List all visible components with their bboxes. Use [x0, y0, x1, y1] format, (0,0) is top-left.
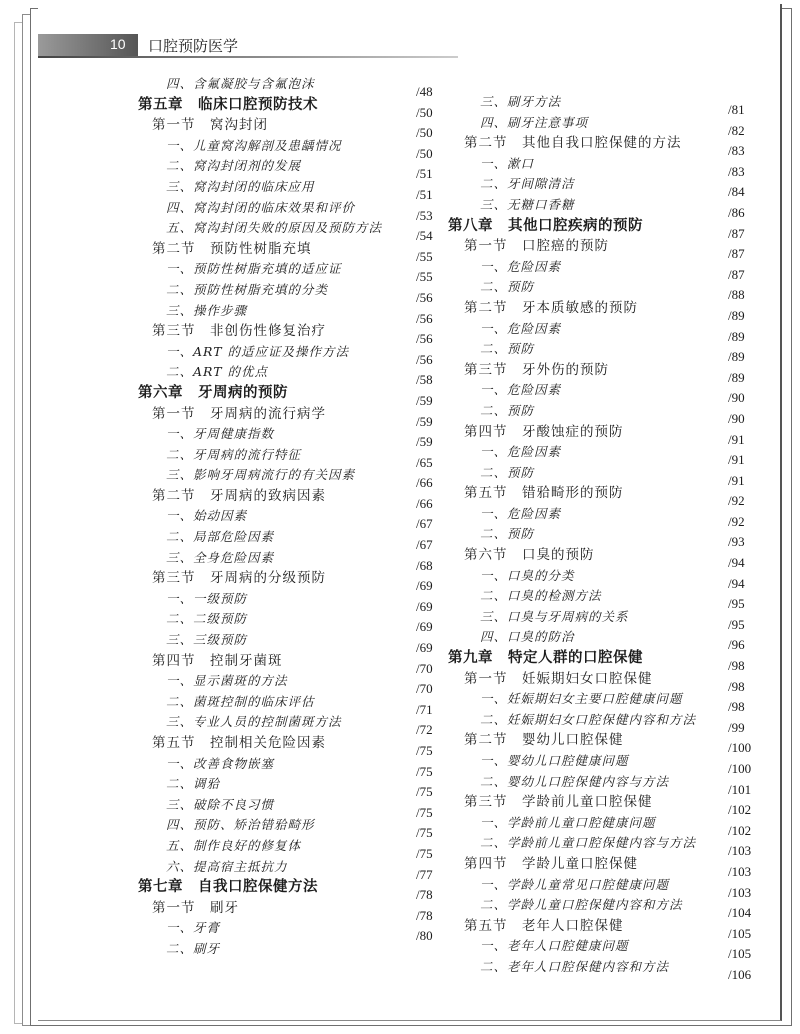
toc-entry-title: 三、操作步骤: [166, 302, 248, 318]
toc-entry-title: 二、婴幼儿口腔保健内容与方法: [480, 773, 670, 789]
toc-entry-page: /98: [728, 699, 745, 715]
toc-entry-page: /81: [728, 102, 745, 117]
toc-chapter-entry: [98, 877, 458, 903]
toc-entry-title: 二、局部危险因素: [166, 529, 275, 545]
toc-entry-page: /101: [728, 781, 752, 797]
toc-entry-title: 二、二级预防: [166, 611, 248, 627]
toc-entry-page: /69: [416, 619, 433, 635]
toc-item-entry: [98, 177, 458, 202]
toc-entry-page: /102: [728, 802, 752, 818]
toc-item-entry: [428, 380, 768, 406]
toc-entry-title: 第二节 牙本质敏感的预防: [464, 299, 638, 316]
toc-entry-title: 一、儿童窝沟解剖及患龋情况: [166, 137, 342, 153]
toc-entry-title: 四、口臭的防治: [480, 629, 575, 645]
toc-chapter-entry: [428, 648, 768, 674]
toc-entry-page: /65: [416, 454, 433, 470]
toc-entry-title: 一、显示菌斑的方法: [166, 673, 288, 689]
toc-entry-page: /94: [728, 575, 745, 591]
toc-entry-page: /91: [728, 431, 745, 447]
toc-entry-title: 二、预防: [480, 341, 535, 357]
toc-entry-title: 第八章 其他口腔疾病的预防: [448, 217, 643, 234]
toc-entry-title: 四、含氟凝胶与含氟泡沫: [166, 76, 315, 91]
toc-column-right: [428, 92, 768, 982]
toc-entry-page: /59: [416, 392, 433, 408]
toc-entry-page: /84: [728, 184, 745, 200]
toc-entry-title: 三、影响牙周病流行的有关因素: [166, 467, 356, 483]
toc-item-entry: [428, 710, 768, 735]
toc-entry-page: /72: [416, 722, 433, 738]
toc-item-entry: [98, 692, 458, 717]
toc-entry-title: 第二节 预防性树脂充填: [152, 240, 312, 257]
toc-entry-title: 一、危险因素: [480, 505, 562, 521]
running-header: [38, 34, 780, 56]
toc-entry-title: 一、预防性树脂充填的适应证: [166, 261, 342, 277]
toc-entry-page: /90: [728, 410, 745, 426]
toc-entry-page: /70: [416, 681, 433, 697]
toc-item-entry: [98, 280, 458, 305]
toc-entry-page: /58: [416, 372, 433, 388]
toc-item-entry: [98, 342, 458, 367]
toc-entry-title: 第四节 学龄儿童口腔保健: [464, 855, 638, 872]
toc-entry-page: /51: [416, 186, 433, 202]
toc-item-entry: [428, 875, 768, 900]
toc-item-entry: [98, 548, 458, 573]
toc-section-entry: [98, 486, 458, 511]
toc-entry-title: 一、始动因素: [166, 508, 248, 524]
toc-entry-title: 二、调𬌗: [166, 776, 221, 792]
toc-entry-title: 四、预防、矫治错𬌗畸形: [166, 817, 315, 833]
toc-item-entry: [98, 815, 458, 841]
toc-entry-title: 二、学龄前儿童口腔保健内容与方法: [480, 835, 697, 851]
toc-entry-page: /88: [728, 287, 745, 303]
toc-entry-page: /94: [728, 555, 745, 571]
toc-entry-title: 一、学龄前儿童口腔健康问题: [480, 814, 656, 830]
toc-item-entry: [428, 504, 768, 529]
toc-entry-title: 三、破除不良习惯: [166, 796, 275, 812]
toc-item-entry: [98, 301, 458, 326]
toc-entry-title: 三、三级预防: [166, 632, 248, 648]
toc-entry-title: 二、预防: [480, 402, 535, 418]
toc-section-entry: [98, 404, 458, 429]
toc-section-entry: [98, 898, 458, 923]
toc-item-entry: [98, 445, 458, 470]
toc-entry-title: 第二节 其他自我口腔保健的方法: [464, 135, 682, 152]
toc-entry-page: /106: [728, 966, 752, 982]
toc-item-entry: [428, 566, 768, 591]
toc-item-entry: [428, 277, 768, 303]
toc-item-entry: [428, 689, 768, 715]
toc-entry-page: /56: [416, 331, 433, 347]
toc-item-entry: [428, 813, 768, 838]
toc-entry-page: /89: [728, 349, 745, 365]
toc-item-entry: [428, 936, 768, 962]
toc-entry-page: /96: [728, 637, 745, 653]
toc-entry-page: /66: [416, 475, 433, 491]
toc-chapter-entry: [428, 216, 768, 241]
toc-section-entry: [98, 321, 458, 347]
toc-entry-page: /91: [728, 452, 745, 468]
toc-entry-title: 三、无糖口香糖: [480, 196, 575, 212]
toc-item-entry: [98, 527, 458, 553]
toc-entry-page: /66: [416, 495, 433, 511]
toc-item-entry: [428, 627, 768, 653]
toc-entry-title: 第三节 学龄前儿童口腔保健: [464, 794, 653, 811]
toc-section-entry: [428, 298, 768, 323]
toc-entry-page: /103: [728, 843, 752, 859]
toc-item-entry: [428, 154, 768, 179]
toc-entry-page: /54: [416, 228, 433, 244]
toc-entry-page: /83: [728, 143, 745, 159]
book-title: 口腔预防医学: [148, 38, 239, 55]
toc-entry-page: /86: [728, 204, 745, 220]
toc-entry-title: 一、妊娠期妇女主要口腔健康问题: [480, 691, 683, 707]
toc-item-entry: [428, 463, 768, 488]
toc-entry-title: 第二节 牙周病的致病因素: [152, 487, 326, 504]
toc-entry-title: 三、全身危险因素: [166, 549, 275, 565]
toc-entry-title: 第六章 牙周病的预防: [138, 384, 288, 401]
toc-entry-page: /75: [416, 763, 433, 779]
toc-entry-title: 第九章 特定人群的口腔保健: [448, 650, 643, 667]
toc-chapter-entry: [98, 95, 458, 120]
toc-entry-page: /92: [728, 513, 745, 529]
toc-item-entry: [98, 939, 458, 960]
toc-entry-title: 二、妊娠期妇女口腔保健内容和方法: [480, 711, 697, 727]
toc-entry-title: 一、婴幼儿口腔健康问题: [480, 753, 629, 768]
toc-entry-title: 三、口臭与牙周病的关系: [480, 608, 629, 624]
toc-entry-title: 一、危险因素: [480, 258, 562, 274]
toc-entry-page: /95: [728, 596, 745, 612]
toc-entry-title: 四、刷牙注意事项: [480, 114, 589, 130]
toc-entry-title: 四、窝沟封闭的临床效果和评价: [166, 199, 356, 215]
toc-item-entry: [428, 607, 768, 632]
toc-entry-page: /99: [728, 719, 745, 735]
toc-entry-page: /50: [416, 125, 433, 141]
toc-entry-page: /87: [728, 246, 745, 262]
toc-entry-page: /75: [416, 825, 433, 841]
toc-section-entry: [98, 239, 458, 264]
toc-entry-page: /69: [416, 578, 433, 594]
toc-entry-title: 第一节 口腔癌的预防: [464, 238, 609, 255]
toc-entry-title: 第一节 妊娠期妇女口腔保健: [464, 670, 653, 687]
toc-entry-title: 二、菌斑控制的临床评估: [166, 693, 315, 709]
toc-entry-title: 二、口臭的检测方法: [480, 588, 602, 604]
toc-entry-page: /93: [728, 534, 745, 550]
toc-item-entry: [98, 198, 458, 223]
toc-entry-page: /78: [416, 907, 433, 923]
toc-entry-title: 第三节 牙周病的分级预防: [152, 570, 326, 587]
toc-entry-page: /56: [416, 310, 433, 326]
toc-item-entry: [98, 218, 458, 244]
toc-section-entry: [98, 733, 458, 758]
toc-item-entry: [428, 401, 768, 426]
toc-section-entry: [428, 854, 768, 879]
toc-entry-page: /55: [416, 248, 433, 264]
toc-item-entry: [428, 257, 768, 282]
toc-item-entry: [98, 362, 458, 388]
toc-entry-title: 二、预防: [480, 279, 535, 295]
toc-entry-page: /67: [416, 516, 433, 532]
toc-entry-page: /90: [728, 390, 745, 406]
toc-item-entry: [98, 836, 458, 861]
toc-column-left: [98, 74, 458, 960]
toc-section-entry: [428, 669, 768, 694]
toc-item-entry: [98, 630, 458, 656]
toc-entry-page: /89: [728, 369, 745, 385]
toc-item-entry: [428, 772, 768, 797]
toc-entry-page: /100: [728, 761, 752, 776]
toc-item-entry: [98, 918, 458, 944]
toc-entry-title: 二、牙间隙清洁: [480, 176, 575, 192]
toc-entry-title: 第二节 婴幼儿口腔保健: [464, 732, 624, 749]
toc-entry-page: /75: [416, 743, 433, 758]
toc-section-entry: [98, 115, 458, 141]
toc-item-entry: [428, 524, 768, 550]
toc-entry-title: 二、预防: [480, 526, 535, 542]
toc-entry-page: /91: [728, 472, 745, 488]
toc-entry-page: /70: [416, 660, 433, 676]
toc-item-entry: [428, 442, 768, 468]
toc-entry-page: /48: [416, 84, 433, 99]
toc-entry-title: 一、口臭的分类: [480, 567, 575, 583]
toc-entry-page: /55: [416, 269, 433, 285]
toc-entry-page: /59: [416, 413, 433, 429]
toc-entry-title: 第一节 刷牙: [152, 899, 239, 916]
toc-item-entry: [98, 609, 458, 635]
toc-entry-page: /59: [416, 434, 433, 450]
toc-section-entry: [428, 236, 768, 262]
toc-entry-page: /75: [416, 804, 433, 820]
toc-entry-page: /103: [728, 863, 752, 879]
toc-item-entry: [428, 751, 768, 776]
toc-section-entry: [428, 422, 768, 447]
toc-entry-title: 一、一级预防: [166, 590, 248, 606]
toc-item-entry: [98, 774, 458, 800]
toc-entry-page: /87: [728, 225, 745, 241]
toc-item-entry: [98, 857, 458, 882]
toc-entry-title: 二、ART 的优点: [166, 364, 269, 380]
toc-item-entry: [428, 339, 768, 365]
toc-item-entry: [428, 833, 768, 859]
toc-entry-page: /51: [416, 166, 433, 182]
toc-entry-title: 三、专业人员的控制菌斑方法: [166, 714, 342, 730]
toc-entry-page: /104: [728, 905, 752, 921]
toc-entry-page: /50: [416, 145, 433, 161]
toc-entry-page: /105: [728, 925, 752, 941]
toc-item-entry: [98, 259, 458, 285]
toc-entry-page: /56: [416, 289, 433, 305]
toc-item-entry: [428, 174, 768, 200]
toc-entry-title: 第六节 口臭的预防: [464, 547, 595, 564]
toc-entry-title: 第五节 错𬌗畸形的预防: [464, 485, 624, 502]
toc-entry-title: 一、ART 的适应证及操作方法: [166, 343, 350, 359]
toc-entry-page: /56: [416, 351, 433, 367]
toc-entry-title: 三、窝沟封闭的临床应用: [166, 178, 315, 194]
toc-entry-page: /53: [416, 207, 433, 223]
toc-entry-title: 一、危险因素: [480, 444, 562, 460]
toc-entry-page: /67: [416, 537, 433, 553]
toc-entry-title: 第五章 临床口腔预防技术: [138, 96, 318, 113]
toc-entry-title: 二、刷牙: [166, 940, 221, 956]
toc-entry-title: 二、窝沟封闭剂的发展: [166, 158, 302, 174]
toc-entry-page: /87: [728, 266, 745, 282]
toc-item-entry: [428, 113, 768, 138]
toc-entry-page: /103: [728, 884, 752, 900]
header-rule: [38, 56, 458, 58]
toc-item-entry: [98, 424, 458, 450]
toc-entry-page: /71: [416, 701, 433, 717]
toc-chapter-entry: [98, 383, 458, 408]
toc-item-entry: [98, 506, 458, 532]
toc-entry-title: 第七章 自我口腔保健方法: [138, 879, 318, 896]
book-page: [38, 4, 782, 1021]
toc-section-entry: [98, 651, 458, 676]
page-number: 10: [110, 36, 126, 52]
toc-entry-page: /69: [416, 640, 433, 656]
toc-entry-title: 一、学龄儿童常见口腔健康问题: [480, 876, 670, 892]
toc-entry-title: 二、老年人口腔保健内容和方法: [480, 958, 670, 974]
toc-entry-page: /75: [416, 784, 433, 800]
toc-item-entry: [98, 589, 458, 614]
toc-entry-title: 五、制作良好的修复体: [166, 837, 302, 853]
toc-entry-page: /92: [728, 493, 745, 509]
toc-item-entry: [428, 92, 768, 117]
toc-entry-title: 一、漱口: [480, 155, 535, 171]
toc-entry-title: 第五节 老年人口腔保健: [464, 917, 624, 934]
toc-item-entry: [98, 465, 458, 491]
toc-section-entry: [428, 133, 768, 159]
toc-entry-page: /50: [416, 104, 433, 120]
toc-item-entry: [428, 195, 768, 220]
toc-item-entry: [428, 957, 768, 982]
toc-entry-title: 第三节 非创伤性修复治疗: [152, 323, 326, 340]
toc-entry-title: 第四节 控制牙菌斑: [152, 652, 283, 669]
toc-entry-title: 一、改善食物嵌塞: [166, 755, 275, 771]
toc-entry-page: /75: [416, 845, 433, 861]
toc-entry-page: /69: [416, 598, 433, 614]
toc-entry-page: /98: [728, 658, 745, 674]
toc-section-entry: [428, 483, 768, 509]
toc-entry-title: 六、提高宿主抵抗力: [166, 858, 288, 874]
toc-item-entry: [98, 795, 458, 820]
toc-entry-title: 第五节 控制相关危险因素: [152, 735, 326, 751]
toc-entry-title: 第一节 牙周病的流行病学: [152, 405, 326, 422]
toc-entry-page: /89: [728, 328, 745, 344]
toc-item-entry: [98, 712, 458, 738]
toc-entry-title: 三、刷牙方法: [480, 94, 562, 109]
toc-entry-title: 一、危险因素: [480, 382, 562, 398]
toc-entry-title: 一、牙膏: [166, 920, 221, 936]
toc-section-entry: [428, 916, 768, 941]
toc-item-entry: [428, 319, 768, 344]
toc-entry-page: /95: [728, 616, 745, 632]
toc-entry-title: 第四节 牙酸蚀症的预防: [464, 423, 624, 440]
toc-entry-page: /98: [728, 678, 745, 694]
toc-entry-page: /89: [728, 307, 745, 323]
toc-entry-title: 一、危险因素: [480, 320, 562, 336]
toc-entry-page: /83: [728, 163, 745, 179]
toc-item-entry: [98, 754, 458, 779]
toc-section-entry: [428, 360, 768, 385]
toc-item-entry: [98, 74, 458, 99]
toc-item-entry: [98, 156, 458, 182]
toc-section-entry: [428, 730, 768, 756]
toc-entry-page: /100: [728, 740, 752, 756]
toc-entry-page: /102: [728, 822, 752, 838]
toc-section-entry: [428, 545, 768, 571]
toc-item-entry: [98, 136, 458, 161]
toc-entry-title: 第一节 窝沟封闭: [152, 117, 268, 134]
toc-entry-title: 二、牙周病的流行特征: [166, 446, 302, 462]
toc-entry-page: /82: [728, 122, 745, 138]
toc-entry-title: 二、学龄儿童口腔保健内容和方法: [480, 897, 683, 913]
toc-entry-title: 五、窝沟封闭失败的原因及预防方法: [166, 220, 383, 236]
toc-item-entry: [98, 671, 458, 697]
toc-section-entry: [428, 792, 768, 818]
toc-item-entry: [428, 895, 768, 921]
toc-entry-title: 一、老年人口腔健康问题: [480, 938, 629, 954]
toc-section-entry: [98, 568, 458, 594]
toc-entry-page: /80: [416, 928, 433, 944]
toc-entry-title: 二、预防: [480, 464, 535, 480]
toc-entry-title: 第三节 牙外伤的预防: [464, 361, 609, 378]
toc-entry-page: /68: [416, 557, 433, 573]
toc-entry-page: /105: [728, 946, 752, 962]
toc-item-entry: [428, 586, 768, 612]
toc-entry-page: /78: [416, 887, 433, 903]
toc-entry-page: /77: [416, 866, 433, 882]
toc-entry-title: 一、牙周健康指数: [166, 426, 275, 442]
toc-entry-title: 二、预防性树脂充填的分类: [166, 281, 329, 297]
